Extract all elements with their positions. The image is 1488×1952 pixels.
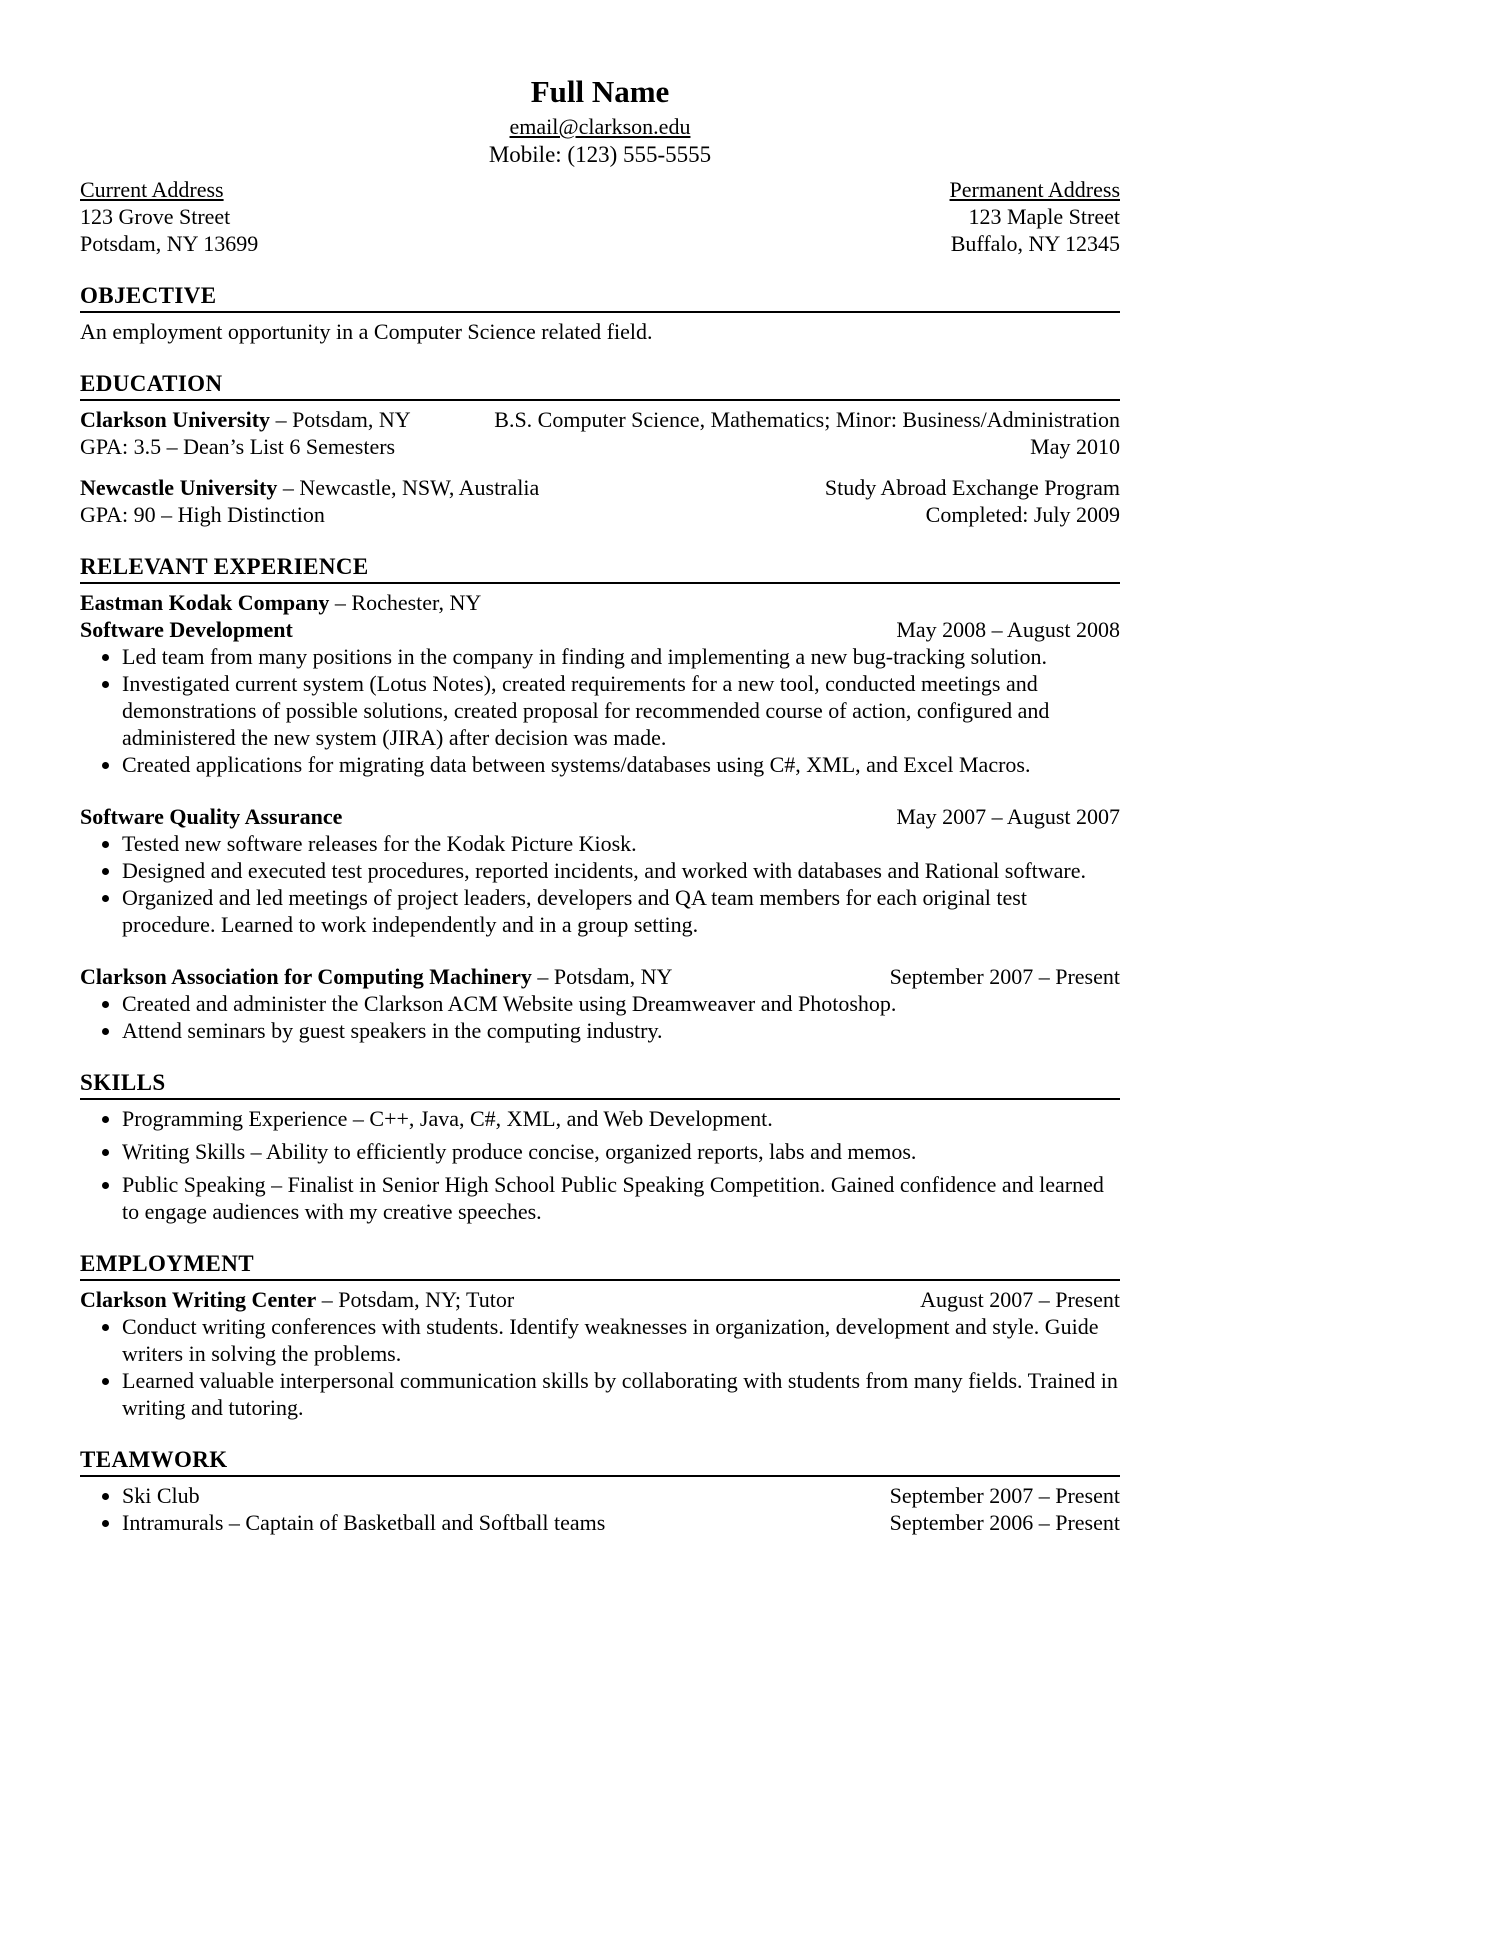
teamwork-item-dates: September 2007 – Present — [889, 1483, 1120, 1508]
school-gpa: GPA: 90 – High Distinction — [80, 502, 325, 527]
current-address-line2: Potsdam, NY 13699 — [80, 231, 259, 256]
addresses-row — [80, 176, 1120, 257]
school-location: – Potsdam, NY — [270, 407, 411, 432]
employer-location: – Potsdam, NY; Tutor — [316, 1287, 515, 1312]
role-bullet-list — [80, 830, 1120, 938]
teamwork-item — [122, 1509, 1120, 1536]
role-title: Software Development — [80, 617, 293, 642]
objective-text: An employment opportunity in a Computer Science related field. — [80, 319, 653, 344]
company-location: – Rochester, NY — [329, 590, 482, 615]
permanent-address-line1: 123 Maple Street — [968, 204, 1120, 229]
organization-header — [80, 963, 1120, 990]
school-date: May 2010 — [1030, 434, 1120, 459]
organization-name: Clarkson Association for Computing Machinery — [80, 964, 532, 989]
role-bullet-list — [80, 643, 1120, 778]
permanent-address-line2: Buffalo, NY 12345 — [950, 231, 1120, 256]
section-education — [80, 370, 1120, 528]
bullet-item: • Created and administer the Clarkson ACM Website using Dreamweaver and Photoshop. — [122, 990, 1120, 1017]
mobile-number: Mobile: (123) 555-5555 — [488, 142, 712, 167]
school-degree: Study Abroad Exchange Program — [824, 475, 1120, 500]
section-teamwork — [80, 1446, 1120, 1536]
organization-name-line — [80, 963, 672, 990]
education-entry-row1 — [80, 406, 1120, 433]
teamwork-bullet-list — [80, 1482, 1120, 1536]
role-header — [80, 616, 1120, 643]
employment-heading: EMPLOYMENT — [80, 1250, 1120, 1281]
teamwork-item-dates: September 2006 – Present — [889, 1510, 1120, 1535]
school-gpa: GPA: 3.5 – Dean’s List 6 Semesters — [80, 434, 396, 459]
permanent-address-label: Permanent Address — [949, 177, 1120, 202]
role-dates: May 2008 – August 2008 — [896, 617, 1120, 642]
bullet-item: • Conduct writing conferences with students. Identify weaknesses in organization, development and style. Guide writers in solving the problems. — [122, 1313, 1120, 1367]
school-date: Completed: July 2009 — [925, 502, 1120, 527]
teamwork-item-row — [122, 1509, 1120, 1536]
organization-bullet-list — [80, 990, 1120, 1044]
organization-dates: September 2007 – Present — [889, 964, 1120, 989]
bullet-item: • Programming Experience – C++, Java, C#, XML, and Web Development. — [122, 1105, 1120, 1132]
teamwork-item-row — [122, 1482, 1120, 1509]
teamwork-item-text: • Intramurals – Captain of Basketball and Softball teams — [122, 1510, 606, 1535]
company-name: Eastman Kodak Company — [80, 590, 330, 615]
education-entry-clarkson — [80, 406, 1120, 460]
employer-header — [80, 1286, 1120, 1313]
employer-name-line — [80, 1286, 514, 1313]
skills-heading: SKILLS — [80, 1069, 1120, 1100]
employer-dates: August 2007 – Present — [920, 1287, 1120, 1312]
section-objective — [80, 282, 1120, 345]
bullet-item: • Designed and executed test procedures, reported incidents, and worked with databases and Rational software. — [122, 857, 1120, 884]
teamwork-item-text: • Ski Club — [122, 1483, 200, 1508]
role-software-quality-assurance — [80, 803, 1120, 938]
school-location: – Newcastle, NSW, Australia — [277, 475, 540, 500]
bullet-item: • Learned valuable interpersonal communication skills by collaborating with students from many fields. Trained in writing and tutoring. — [122, 1367, 1120, 1421]
education-entry-row2 — [80, 433, 1120, 460]
full-name: Full Name — [530, 74, 670, 109]
bullet-item: • Writing Skills – Ability to efficiently produce concise, organized reports, labs and memos. — [122, 1138, 1120, 1165]
school-name-line — [80, 406, 411, 433]
employment-bullet-list — [80, 1313, 1120, 1421]
bullet-item: • Led team from many positions in the company in finding and implementing a new bug-tracking solution. — [122, 643, 1120, 670]
education-entry-row2 — [80, 501, 1120, 528]
role-header — [80, 803, 1120, 830]
teamwork-item — [122, 1482, 1120, 1509]
organization-acm — [80, 963, 1120, 1044]
education-heading: EDUCATION — [80, 370, 1120, 401]
current-address-line1: 123 Grove Street — [80, 204, 231, 229]
bullet-item: • Created applications for migrating data between systems/databases using C#, XML, and Excel Macros. — [122, 751, 1120, 778]
section-employment — [80, 1250, 1120, 1421]
relevant-experience-heading: RELEVANT EXPERIENCE — [80, 553, 1120, 584]
bullet-item: • Investigated current system (Lotus Notes), created requirements for a new tool, conducted meetings and demonstrations of possible solutions, created proposal for recommended course of action, configured and administered the new system (JIRA) after decision was made. — [122, 670, 1120, 751]
current-address-block — [80, 176, 258, 257]
role-software-development — [80, 616, 1120, 778]
resume-header — [80, 74, 1120, 168]
bullet-item: • Public Speaking – Finalist in Senior High School Public Speaking Competition. Gained confidence and learned to engage audiences with my creative speeches. — [122, 1171, 1120, 1225]
employer-name: Clarkson Writing Center — [80, 1287, 317, 1312]
skills-bullet-list — [80, 1105, 1120, 1225]
permanent-address-block — [950, 176, 1120, 257]
school-degree: B.S. Computer Science, Mathematics; Minor: Business/Administration — [494, 407, 1120, 432]
section-skills — [80, 1069, 1120, 1225]
email-line — [80, 113, 1120, 140]
bullet-item: • Organized and led meetings of project leaders, developers and QA team members for each original test procedure. Learned to work independently and in a group setting. — [122, 884, 1120, 938]
company-line — [80, 589, 1120, 616]
bullet-item: • Tested new software releases for the Kodak Picture Kiosk. — [122, 830, 1120, 857]
role-dates: May 2007 – August 2007 — [896, 804, 1120, 829]
bullet-item: • Attend seminars by guest speakers in the computing industry. — [122, 1017, 1120, 1044]
school-name-line — [80, 474, 539, 501]
school-name: Clarkson University — [80, 407, 271, 432]
role-title: Software Quality Assurance — [80, 804, 343, 829]
teamwork-heading: TEAMWORK — [80, 1446, 1120, 1477]
section-relevant-experience — [80, 553, 1120, 1044]
current-address-label: Current Address — [80, 177, 224, 202]
education-entry-row1 — [80, 474, 1120, 501]
objective-heading: OBJECTIVE — [80, 282, 1120, 313]
education-entry-newcastle — [80, 474, 1120, 528]
email-link[interactable]: email@clarkson.edu — [509, 114, 691, 139]
school-name: Newcastle University — [80, 475, 278, 500]
organization-location: – Potsdam, NY — [531, 964, 673, 989]
resume-content — [80, 74, 1120, 1536]
